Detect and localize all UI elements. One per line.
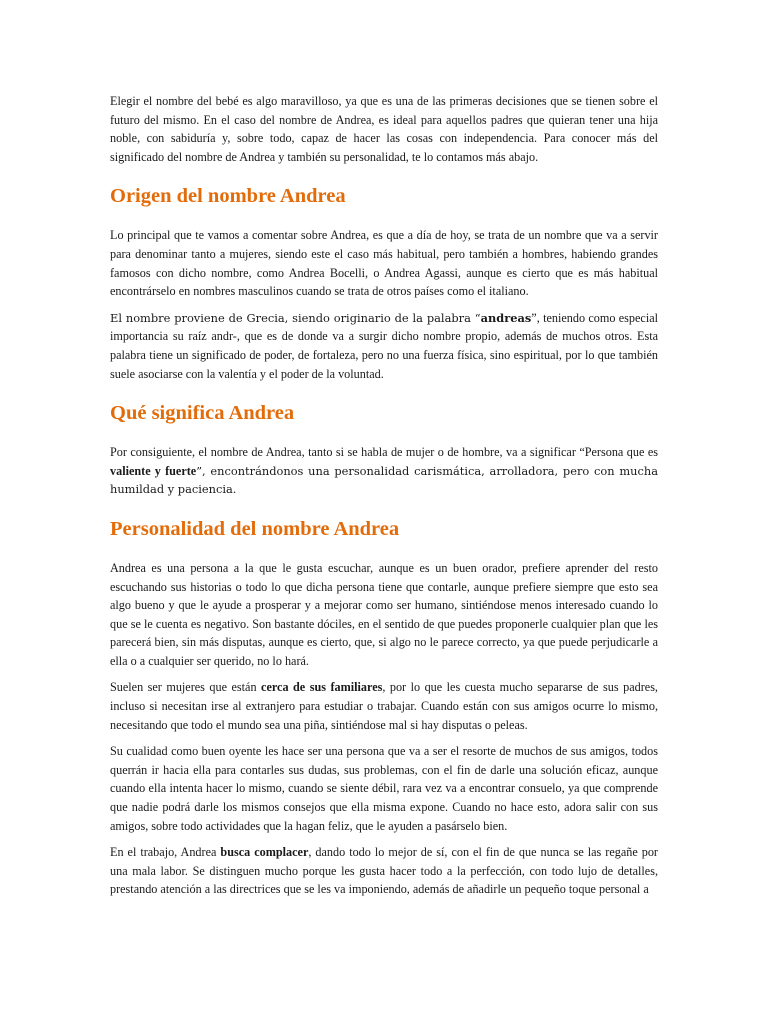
personalidad-p2-bold: cerca de sus familiares	[261, 680, 383, 695]
significado-text-a: Por consiguiente, el nombre de Andrea, tanto si se habla de mujer o de hombre, va a significar “Persona que es	[110, 445, 658, 460]
personalidad-paragraph-3: Su cualidad como buen oyente les hace ser una persona que va a ser el resorte de muchos de sus amigos, todos querrán ir hacia ella para contarles sus dudas, sus problemas, con el fin de darle una solución eficaz, aunque cuando ella intenta hacer lo mismo, cuando se siente débil, rara vez va a encontrar consuelo, ya que comprende que nadie podrá darle los mismos consejos que ella misma expone. Cuando no hace esto, adora salir con sus amigos, sobre todo actividades que la hagan feliz, que le ayuden a pasárselo bien.	[110, 744, 658, 833]
personalidad-p4-text-b: , dando todo lo mejor de sí, con el fin de que nunca se las regañe por una mala labor. Se distinguen mucho porque les gusta hacer todo a la perfección, con todo lujo de detalles, prestando atención a las directrices que se les va imponiendo, además de añadirle un pequeño toque personal a	[110, 845, 658, 897]
personalidad-p4-bold: busca complacer	[220, 845, 309, 860]
origen-p2-text-b: ”, teniendo como especial importancia su raíz andr-, que es de donde va a surgir dicho nombre propio, además de muchos otros. Esta palabra tiene un significado de poder, de fortaleza, pero no una fuerza física, sino espiritual, por lo que también suele asociarse con la valentía y el poder de la voluntad.	[110, 310, 659, 381]
document-page	[110, 92, 658, 907]
personalidad-p2-text-a: Suelen ser mujeres que están	[110, 680, 262, 695]
personalidad-paragraph-4	[110, 843, 658, 899]
personalidad-p2-text-b: , por lo que les cuesta mucho separarse de sus padres, incluso si necesitan irse al extranjero para estudiar o trabajar. Cuando están con sus amigos ocurre lo mismo, necesitando que todo el mundo sea una piña, sintiéndose mal si hay disputas o peleas.	[110, 680, 658, 732]
significado-paragraph	[110, 443, 658, 499]
heading-significado: Qué significa Andrea	[110, 402, 295, 425]
origen-p2-bold: andreas	[480, 310, 532, 325]
origen-p2-text-a: El nombre proviene de Grecia, siendo originario de la palabra “	[110, 310, 481, 325]
heading-personalidad: Personalidad del nombre Andrea	[110, 517, 400, 540]
heading-origen: Origen del nombre Andrea	[110, 185, 346, 208]
personalidad-p4-text-a: En el trabajo, Andrea	[110, 845, 221, 860]
personalidad-paragraph-2	[110, 678, 658, 734]
origen-paragraph-1: Lo principal que te vamos a comentar sobre Andrea, es que a día de hoy, se trata de un nombre que va a servir para denominar tanto a mujeres, siendo este el caso más habitual, pero también a hombres, habiendo grandes famosos con dicho nombre, como Andrea Bocelli, o Andrea Agassi, aunque es cierto que es más habitual encontrárselo en nombres masculinos cuando se trata de otros países como el italiano.	[110, 228, 658, 299]
significado-bold: valiente y fuerte	[110, 463, 197, 478]
origen-paragraph-2	[110, 309, 658, 383]
significado-text-b: ”, encontrándonos una personalidad carismática, arrolladora, pero con mucha humildad y paciencia.	[110, 463, 658, 497]
intro-paragraph: Elegir el nombre del bebé es algo maravilloso, ya que es una de las primeras decisiones que se tienen sobre el futuro del mismo. En el caso del nombre de Andrea, es ideal para aquellos padres que quieran tener una hija noble, con sabiduría y, sobre todo, capaz de hacer las cosas con independencia. Para conocer más del significado del nombre de Andrea y también su personalidad, te lo contamos más abajo.	[110, 94, 658, 164]
personalidad-paragraph-1: Andrea es una persona a la que le gusta escuchar, aunque es un buen orador, prefiere aprender del resto escuchando sus historias o todo lo que dicha persona tiene que contarle, aunque prefiere siempre que esto sea algo bueno y que le ayude a prosperar y a mejorar como ser humano, sintiéndose menos interesado cuando lo que se le cuenta es negativo. Son bastante dóciles, en el sentido de que puedes proponerle cualquier plan que les parecerá bien, sin más disputas, aunque es cierto, que, si algo no le parece correcto, ya que puede perjudicarle a ella o a cualquier ser querido, no lo hará.	[110, 560, 658, 668]
